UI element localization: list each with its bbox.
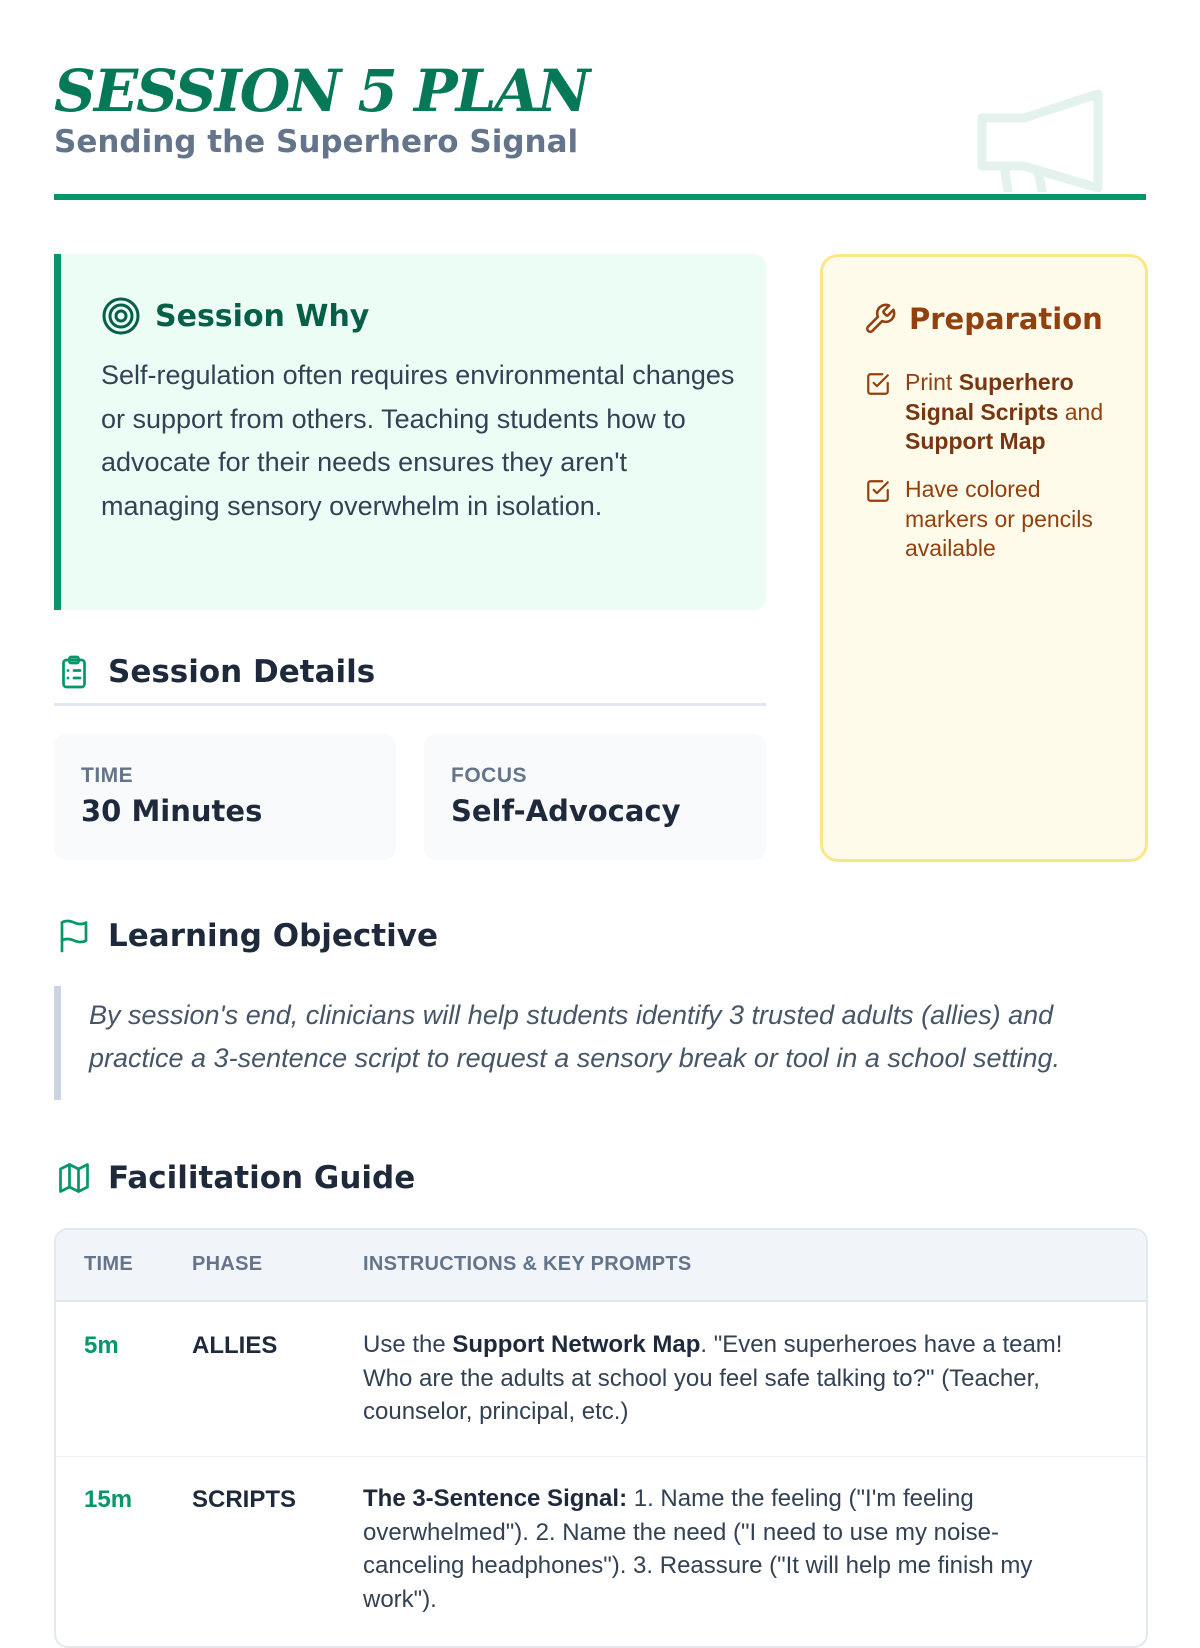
checkbox-checked-icon (865, 478, 891, 504)
column-header-instructions: INSTRUCTIONS & KEY PROMPTS (363, 1253, 692, 1275)
detail-time-value: 30 Minutes (81, 794, 263, 828)
row-phase: SCRIPTS (192, 1486, 297, 1513)
checkbox-checked-icon (865, 371, 891, 397)
target-icon (101, 296, 141, 336)
column-header-phase: PHASE (192, 1253, 263, 1275)
text-run: 1. Name the feeling ("I'm feeling overwhelmed"). 2. Name the need ("I need to use my noise-canceling headphones"). 3. Reassure ("It will help me finish my work"). (363, 1485, 1033, 1613)
row-instructions (363, 1482, 1093, 1616)
text-run: and (1058, 398, 1104, 425)
facilitation-table (54, 1228, 1148, 1648)
page-header (54, 50, 1146, 200)
page-subtitle: Sending the Superhero Signal (54, 124, 579, 160)
preparation-header (863, 302, 1103, 336)
text-run: Have colored markers or pencils available (905, 476, 1093, 561)
detail-focus-label: FOCUS (451, 764, 527, 787)
row-instructions (363, 1328, 1093, 1429)
session-details-header (56, 654, 375, 690)
section-divider (54, 703, 766, 706)
table-header-row (56, 1230, 1146, 1302)
learning-objective-header (56, 918, 438, 954)
table-row (56, 1302, 1146, 1457)
flag-icon (56, 918, 92, 954)
prep-item-text (905, 475, 1105, 564)
bold-text-run: Support Network Map (452, 1331, 701, 1358)
megaphone-icon (974, 90, 1110, 192)
wrench-icon (863, 302, 897, 336)
detail-time (54, 734, 396, 860)
row-phase: ALLIES (192, 1332, 278, 1359)
prep-item (865, 475, 1105, 564)
preparation-title: Preparation (909, 302, 1103, 336)
bold-text-run: The 3-Sentence Signal: (363, 1485, 628, 1512)
bold-text-run: Support Map (905, 428, 1046, 454)
detail-focus-value: Self-Advocacy (451, 794, 681, 828)
detail-time-label: TIME (81, 764, 134, 787)
session-details-title: Session Details (108, 654, 376, 690)
text-run: Print (905, 369, 959, 395)
prep-item-text (905, 368, 1105, 457)
detail-focus (424, 734, 766, 860)
facilitation-guide-header (56, 1160, 415, 1196)
table-row (56, 1456, 1146, 1648)
learning-objective-title: Learning Objective (108, 918, 438, 954)
text-run: . "Even superheroes have a team! Who are the adults at school you feel safe talking to?" (Teacher, counselor, principal, etc.) (363, 1331, 1063, 1425)
preparation-card (820, 254, 1148, 862)
header-divider (54, 194, 1146, 200)
session-why-title: Session Why (155, 298, 370, 334)
bold-text-run: Superhero Signal Scripts (905, 369, 1074, 425)
facilitation-guide-title: Facilitation Guide (108, 1160, 416, 1196)
text-run: Use the (363, 1331, 453, 1358)
map-icon (56, 1160, 92, 1196)
row-time: 5m (84, 1332, 119, 1359)
page-title: SESSION 5 PLAN (54, 57, 589, 125)
column-header-time: TIME (84, 1253, 133, 1275)
session-why-header (101, 296, 369, 336)
learning-objective-quote (54, 986, 1146, 1100)
session-why-text: Self-regulation often requires environmental changes or support from others. Teaching students how to advocate for their needs ensures they aren't managing sensory overwhelm in isolation. (101, 360, 735, 521)
row-time: 15m (84, 1486, 133, 1513)
session-why-card (54, 254, 766, 610)
learning-objective-text: By session's end, clinicians will help students identify 3 trusted adults (allies) and practice a 3-sentence script to request a sensory break or tool in a school setting. (89, 1000, 1061, 1073)
prep-item (865, 368, 1105, 457)
clipboard-list-icon (56, 654, 92, 690)
